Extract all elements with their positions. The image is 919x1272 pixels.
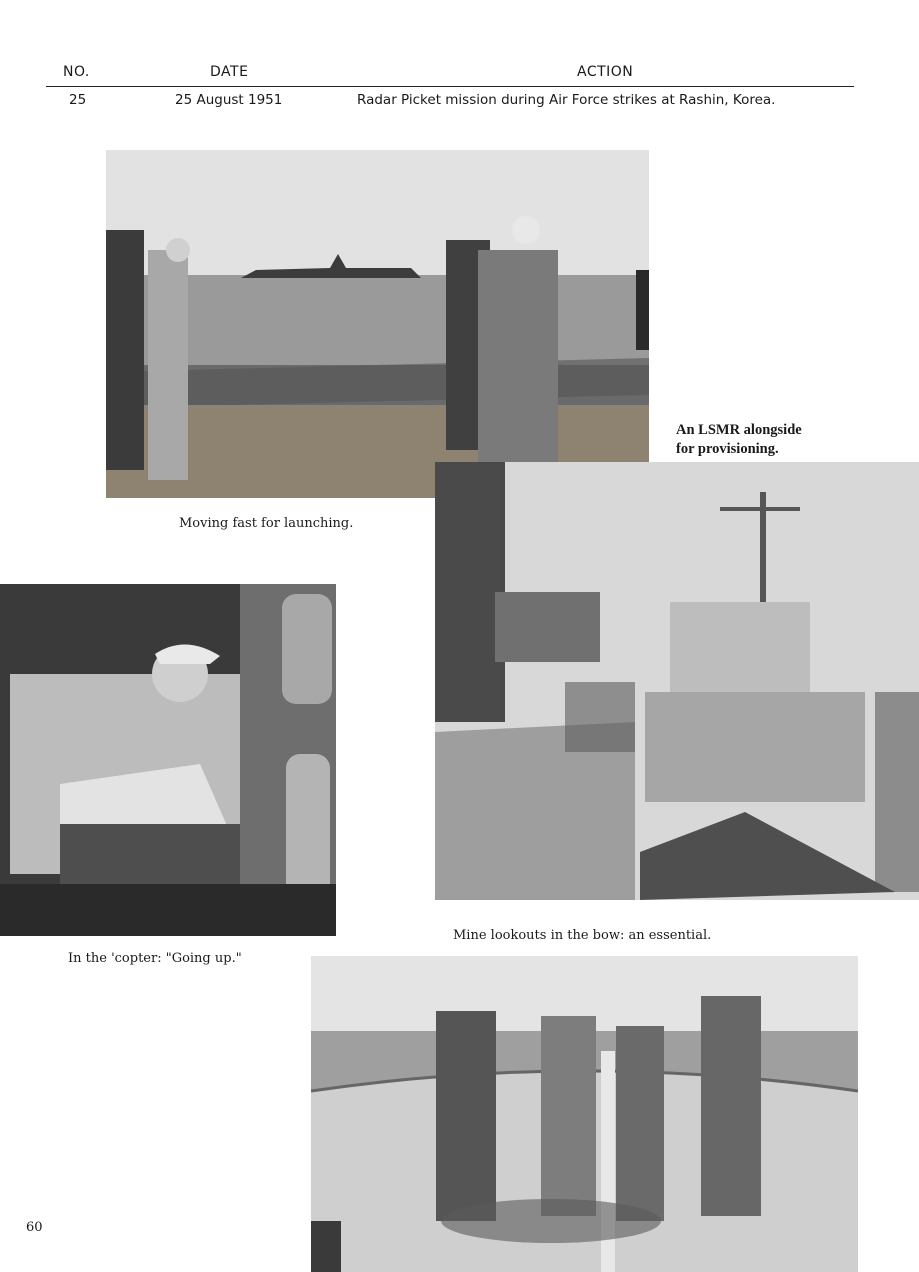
photo-carrier-launching — [106, 150, 649, 498]
entry-date: 25 August 1951 — [175, 92, 283, 108]
column-header-date: DATE — [210, 64, 249, 80]
entry-number: 25 — [69, 92, 87, 108]
caption-launching: Moving fast for launching. — [179, 516, 354, 531]
header-rule — [46, 86, 854, 87]
photo-lsmr-alongside — [435, 462, 919, 900]
page-number: 60 — [26, 1220, 43, 1235]
entry-action: Radar Picket mission during Air Force strikes at Rashin, Korea. — [357, 92, 776, 108]
caption-lsmr-line1: An LSMR alongside — [676, 422, 802, 438]
photo-copter-pilot — [0, 584, 336, 936]
caption-copter: In the 'copter: "Going up." — [68, 951, 242, 966]
caption-lsmr-line2: for provisioning. — [676, 441, 779, 457]
caption-lookouts: Mine lookouts in the bow: an essential. — [453, 928, 712, 943]
photo-mine-lookouts — [311, 956, 858, 1272]
column-header-action: ACTION — [577, 64, 634, 80]
column-header-no: NO. — [63, 64, 90, 80]
caption-lsmr — [676, 421, 802, 459]
